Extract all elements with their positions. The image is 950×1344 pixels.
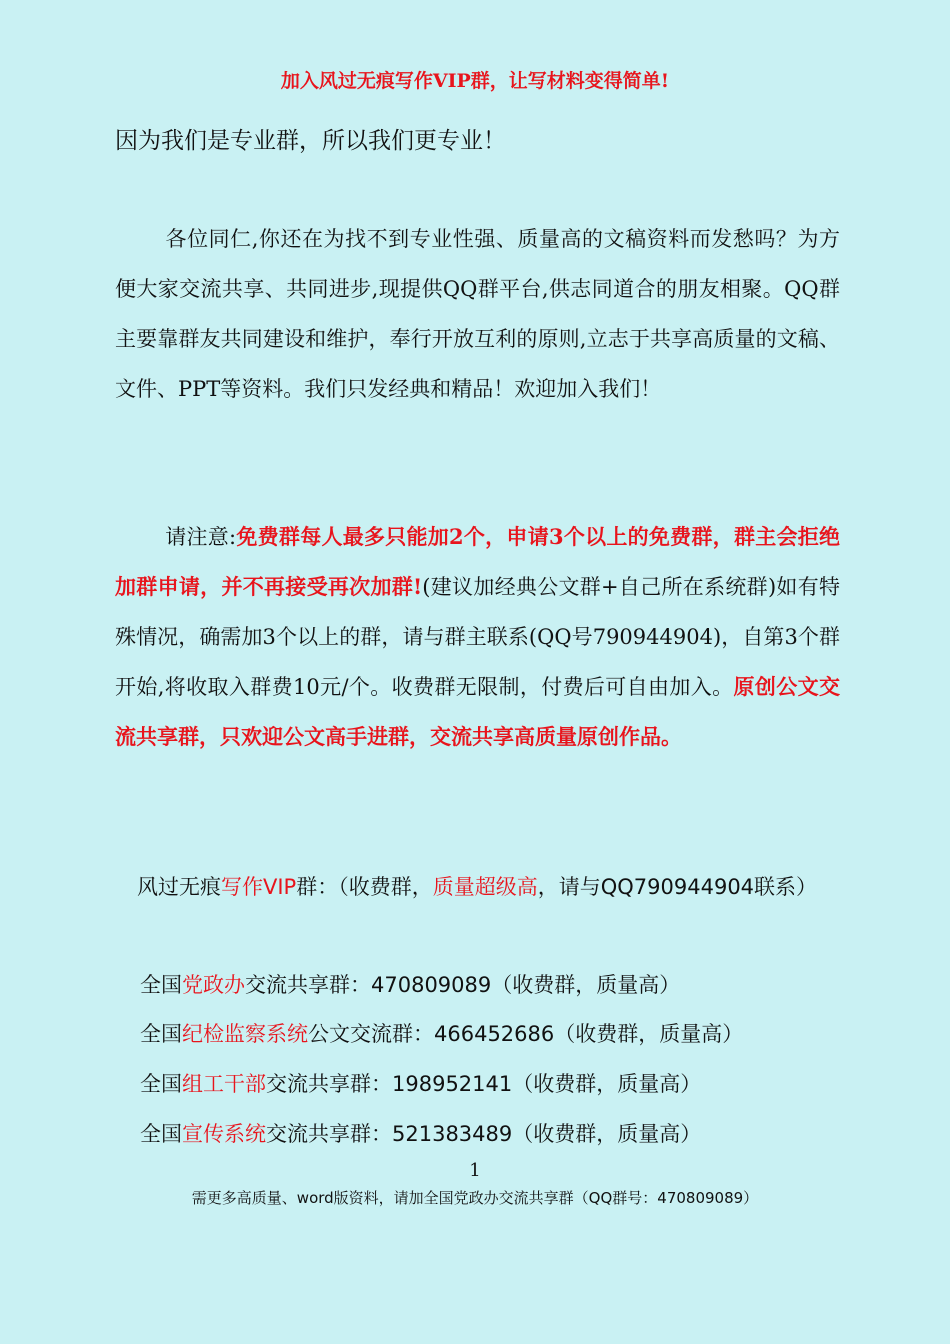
notice-warning: 免费群每人最多只能加2个，申请3个以上的免费群，群主会拒绝加群申请，并不再接受再次加群! bbox=[115, 524, 840, 599]
group-prefix: 全国 bbox=[140, 1022, 182, 1046]
group-name: 党政办 bbox=[182, 973, 245, 997]
vip-name: 写作VIP bbox=[221, 875, 297, 899]
vip-prefix: 风过无痕 bbox=[137, 875, 221, 899]
group-suffix: 交流共享群：198952141（收费群，质量高） bbox=[266, 1072, 702, 1096]
vip-mid: 群：（收费群， bbox=[296, 875, 433, 899]
intro-paragraph bbox=[115, 214, 840, 414]
notice-paragraph bbox=[115, 512, 840, 762]
group-prefix: 全国 bbox=[140, 973, 182, 997]
intro-text: 各位同仁,你还在为找不到专业性强、质量高的文稿资料而发愁吗？为方便大家交流共享、共同进步,现提供QQ群平台,供志同道合的朋友相聚。QQ群主要靠群友共同建设和维护，奉行开放互利的原则,立志于共享高质量的文稿、文件、PPT等资料。我们只发经典和精品！欢迎加入我们！ bbox=[115, 227, 840, 401]
page-number: 1 bbox=[469, 1160, 481, 1181]
group-line bbox=[140, 1019, 743, 1049]
group-name: 宣传系统 bbox=[182, 1122, 266, 1146]
notice-lead: 请注意: bbox=[165, 525, 237, 549]
group-suffix: 公文交流群：466452686（收费群，质量高） bbox=[308, 1022, 744, 1046]
group-suffix: 交流共享群：470809089（收费群，质量高） bbox=[245, 973, 681, 997]
vip-quality: 质量超级高 bbox=[432, 875, 538, 899]
group-prefix: 全国 bbox=[140, 1072, 182, 1096]
slogan: 因为我们是专业群，所以我们更专业！ bbox=[115, 128, 506, 154]
group-line bbox=[140, 970, 680, 1000]
vip-suffix: ，请与QQ790944904联系） bbox=[537, 875, 818, 899]
notice-highlight: 原创公文交流共享群，只欢迎公文高手进群，交流共享高质量原创作品。 bbox=[115, 674, 840, 749]
group-name: 纪检监察系统 bbox=[182, 1022, 308, 1046]
group-suffix: 交流共享群：521383489（收费群，质量高） bbox=[266, 1122, 702, 1146]
group-line bbox=[140, 1069, 701, 1099]
header-banner: 加入风过无痕写作VIP群，让写材料变得简单! bbox=[280, 70, 670, 92]
notice-body: (建议加经典公文群+自己所在系统群)如有特殊情况，确需加3个以上的群，请与群主联系(QQ号790944904)，自第3个群开始,将收取入群费10元/个。收费群无限制，付费后可自由加入。 bbox=[115, 575, 841, 699]
vip-group-line bbox=[115, 862, 845, 912]
group-prefix: 全国 bbox=[140, 1122, 182, 1146]
footer-note: 需更多高质量、word版资料，请加全国党政办交流共享群（QQ群号：470809089） bbox=[191, 1189, 759, 1207]
group-name: 组工干部 bbox=[182, 1072, 266, 1096]
group-line bbox=[140, 1119, 701, 1149]
